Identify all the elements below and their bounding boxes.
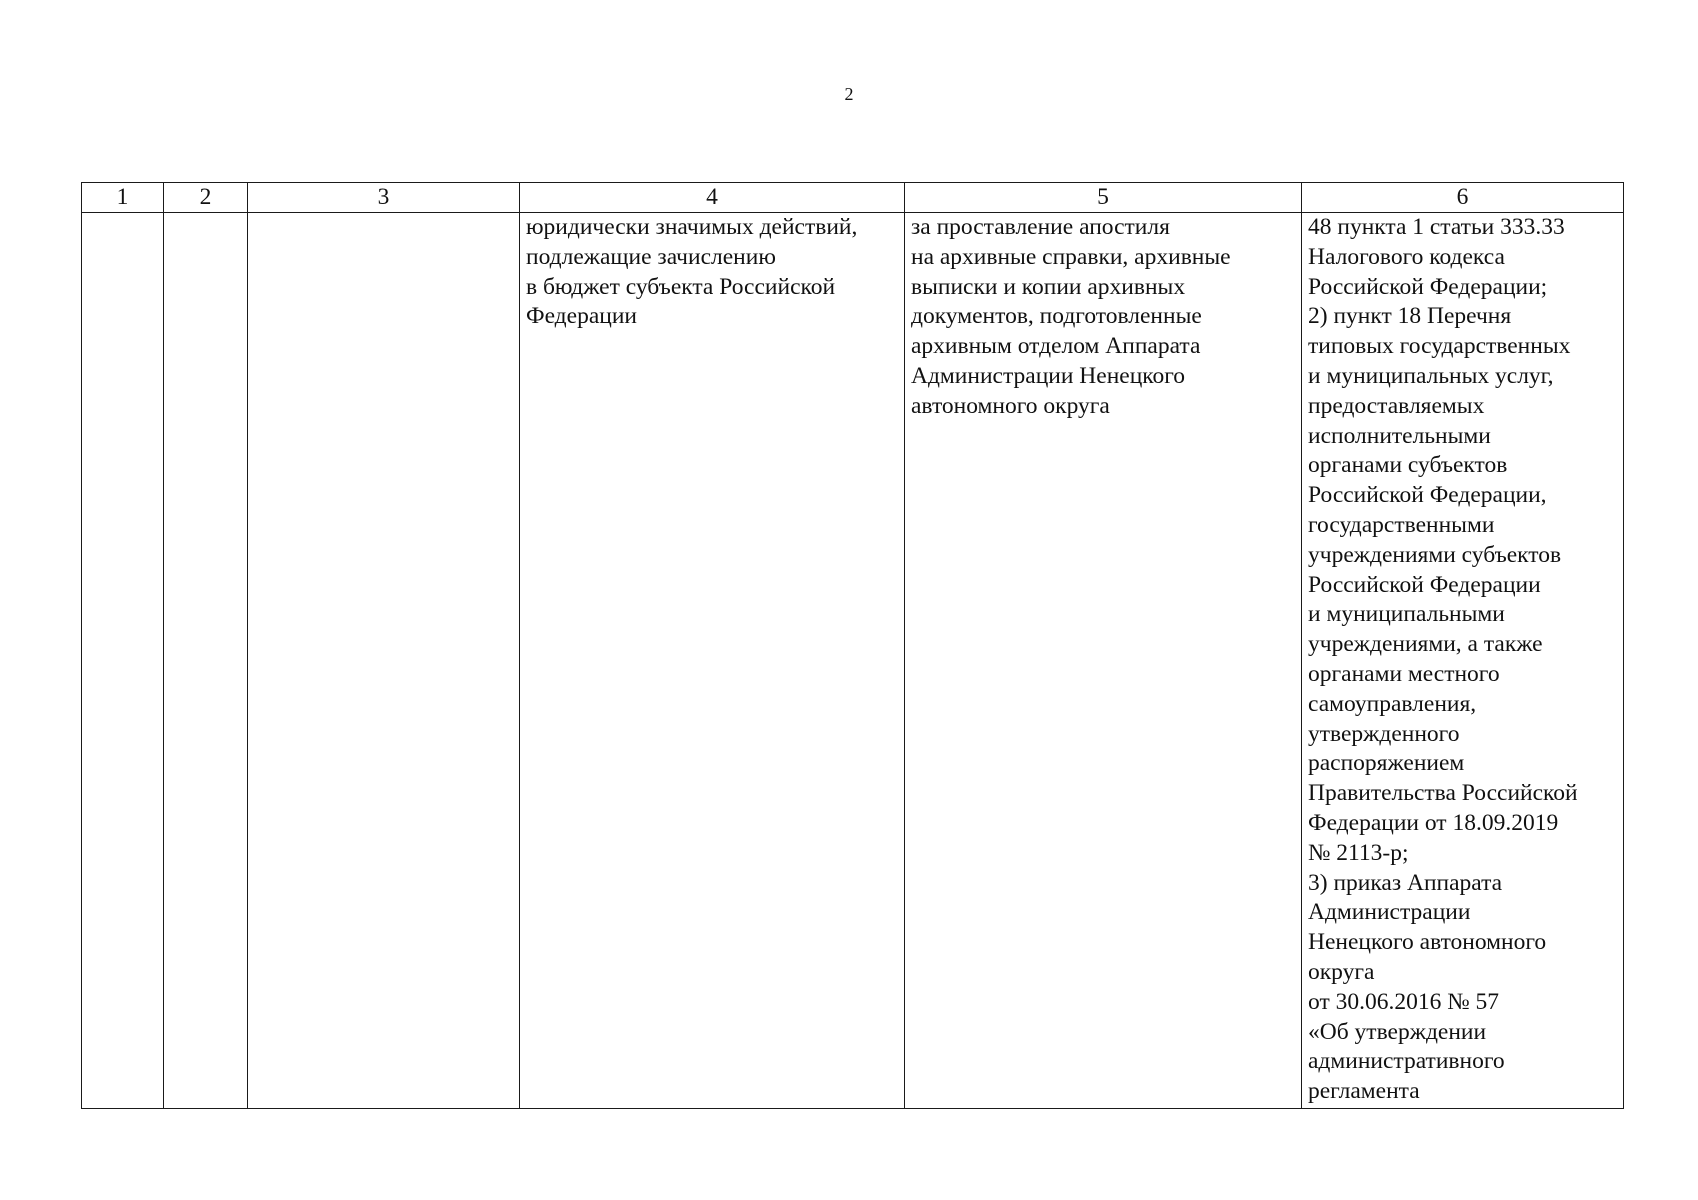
cell-text-line: выписки и копии архивных	[911, 273, 1186, 300]
cell-text-line: 48 пункта 1 статьи 333.33	[1308, 214, 1565, 240]
cell-text-line: регламента	[1308, 1078, 1420, 1105]
cell-text-line: Администрации	[1308, 899, 1471, 926]
cell-text-line: юридически значимых действий,	[526, 214, 858, 240]
cell-col6	[1302, 213, 1624, 1109]
cell-text-line: распоряжением	[1308, 750, 1465, 777]
cell-text-line: на архивные справки, архивные	[911, 243, 1231, 270]
cell-text-line: 2) пункт 18 Перечня	[1308, 303, 1512, 330]
column-header-3: 3	[248, 183, 520, 213]
cell-text-line: утвержденного	[1308, 720, 1460, 747]
cell-text-line: исполнительными	[1308, 422, 1491, 449]
cell-text-line: документов, подготовленные	[911, 303, 1202, 330]
cell-text-line: государственными	[1308, 511, 1495, 538]
cell-text-line: самоуправления,	[1308, 690, 1477, 717]
cell-text-line: Ненецкого автономного	[1308, 929, 1547, 956]
cell-text-line: учреждениями субъектов	[1308, 541, 1562, 568]
cell-col4	[520, 213, 905, 1109]
cell-text-line: от 30.06.2016 № 57	[1308, 988, 1500, 1015]
cell-text-line: органами местного	[1308, 660, 1500, 687]
cell-text-line: Правительства Российской	[1308, 780, 1578, 807]
cell-text-line: «Об утверждении	[1308, 1018, 1487, 1045]
column-header-2: 2	[164, 183, 248, 213]
cell-text-line: округа	[1308, 958, 1375, 985]
cell-col5	[905, 213, 1302, 1109]
cell-col3	[248, 213, 520, 1109]
cell-text-line: и муниципальными	[1308, 601, 1505, 628]
cell-text-line: предоставляемых	[1308, 392, 1485, 419]
column-header-6: 6	[1302, 183, 1624, 213]
cell-text-line: Администрации Ненецкого	[911, 362, 1186, 389]
cell-text-line: Российской Федерации;	[1308, 273, 1548, 300]
table-header-row	[82, 183, 1624, 213]
page-number: 2	[844, 84, 854, 104]
cell-text-line: за проставление апостиля	[911, 214, 1170, 240]
cell-text-line: 3) приказ Аппарата	[1308, 869, 1503, 896]
cell-text-line: учреждениями, а также	[1308, 631, 1543, 658]
column-header-1: 1	[82, 183, 164, 213]
cell-text-line: органами субъектов	[1308, 452, 1508, 479]
cell-text-line: автономного округа	[911, 392, 1110, 419]
table-row	[82, 213, 1624, 1109]
cell-text-line: № 2113-р;	[1308, 839, 1409, 866]
cell-col1	[82, 213, 164, 1109]
cell-text-line: Российской Федерации,	[1308, 482, 1547, 509]
cell-text-line: и муниципальных услуг,	[1308, 362, 1554, 389]
cell-text-line: типовых государственных	[1308, 333, 1571, 360]
cell-col2	[164, 213, 248, 1109]
document-table	[81, 182, 1624, 1109]
cell-text-line: архивным отделом Аппарата	[911, 333, 1201, 360]
cell-text-line: Налогового кодекса	[1308, 243, 1505, 270]
cell-text-line: Федерации	[526, 303, 637, 330]
column-header-5: 5	[905, 183, 1302, 213]
cell-text-line: административного	[1308, 1048, 1505, 1075]
cell-text-line: подлежащие зачислению	[526, 243, 776, 270]
cell-text-line: в бюджет субъекта Российской	[526, 273, 836, 300]
column-header-4: 4	[520, 183, 905, 213]
cell-text-line: Российской Федерации	[1308, 571, 1541, 598]
cell-text-line: Федерации от 18.09.2019	[1308, 809, 1559, 836]
